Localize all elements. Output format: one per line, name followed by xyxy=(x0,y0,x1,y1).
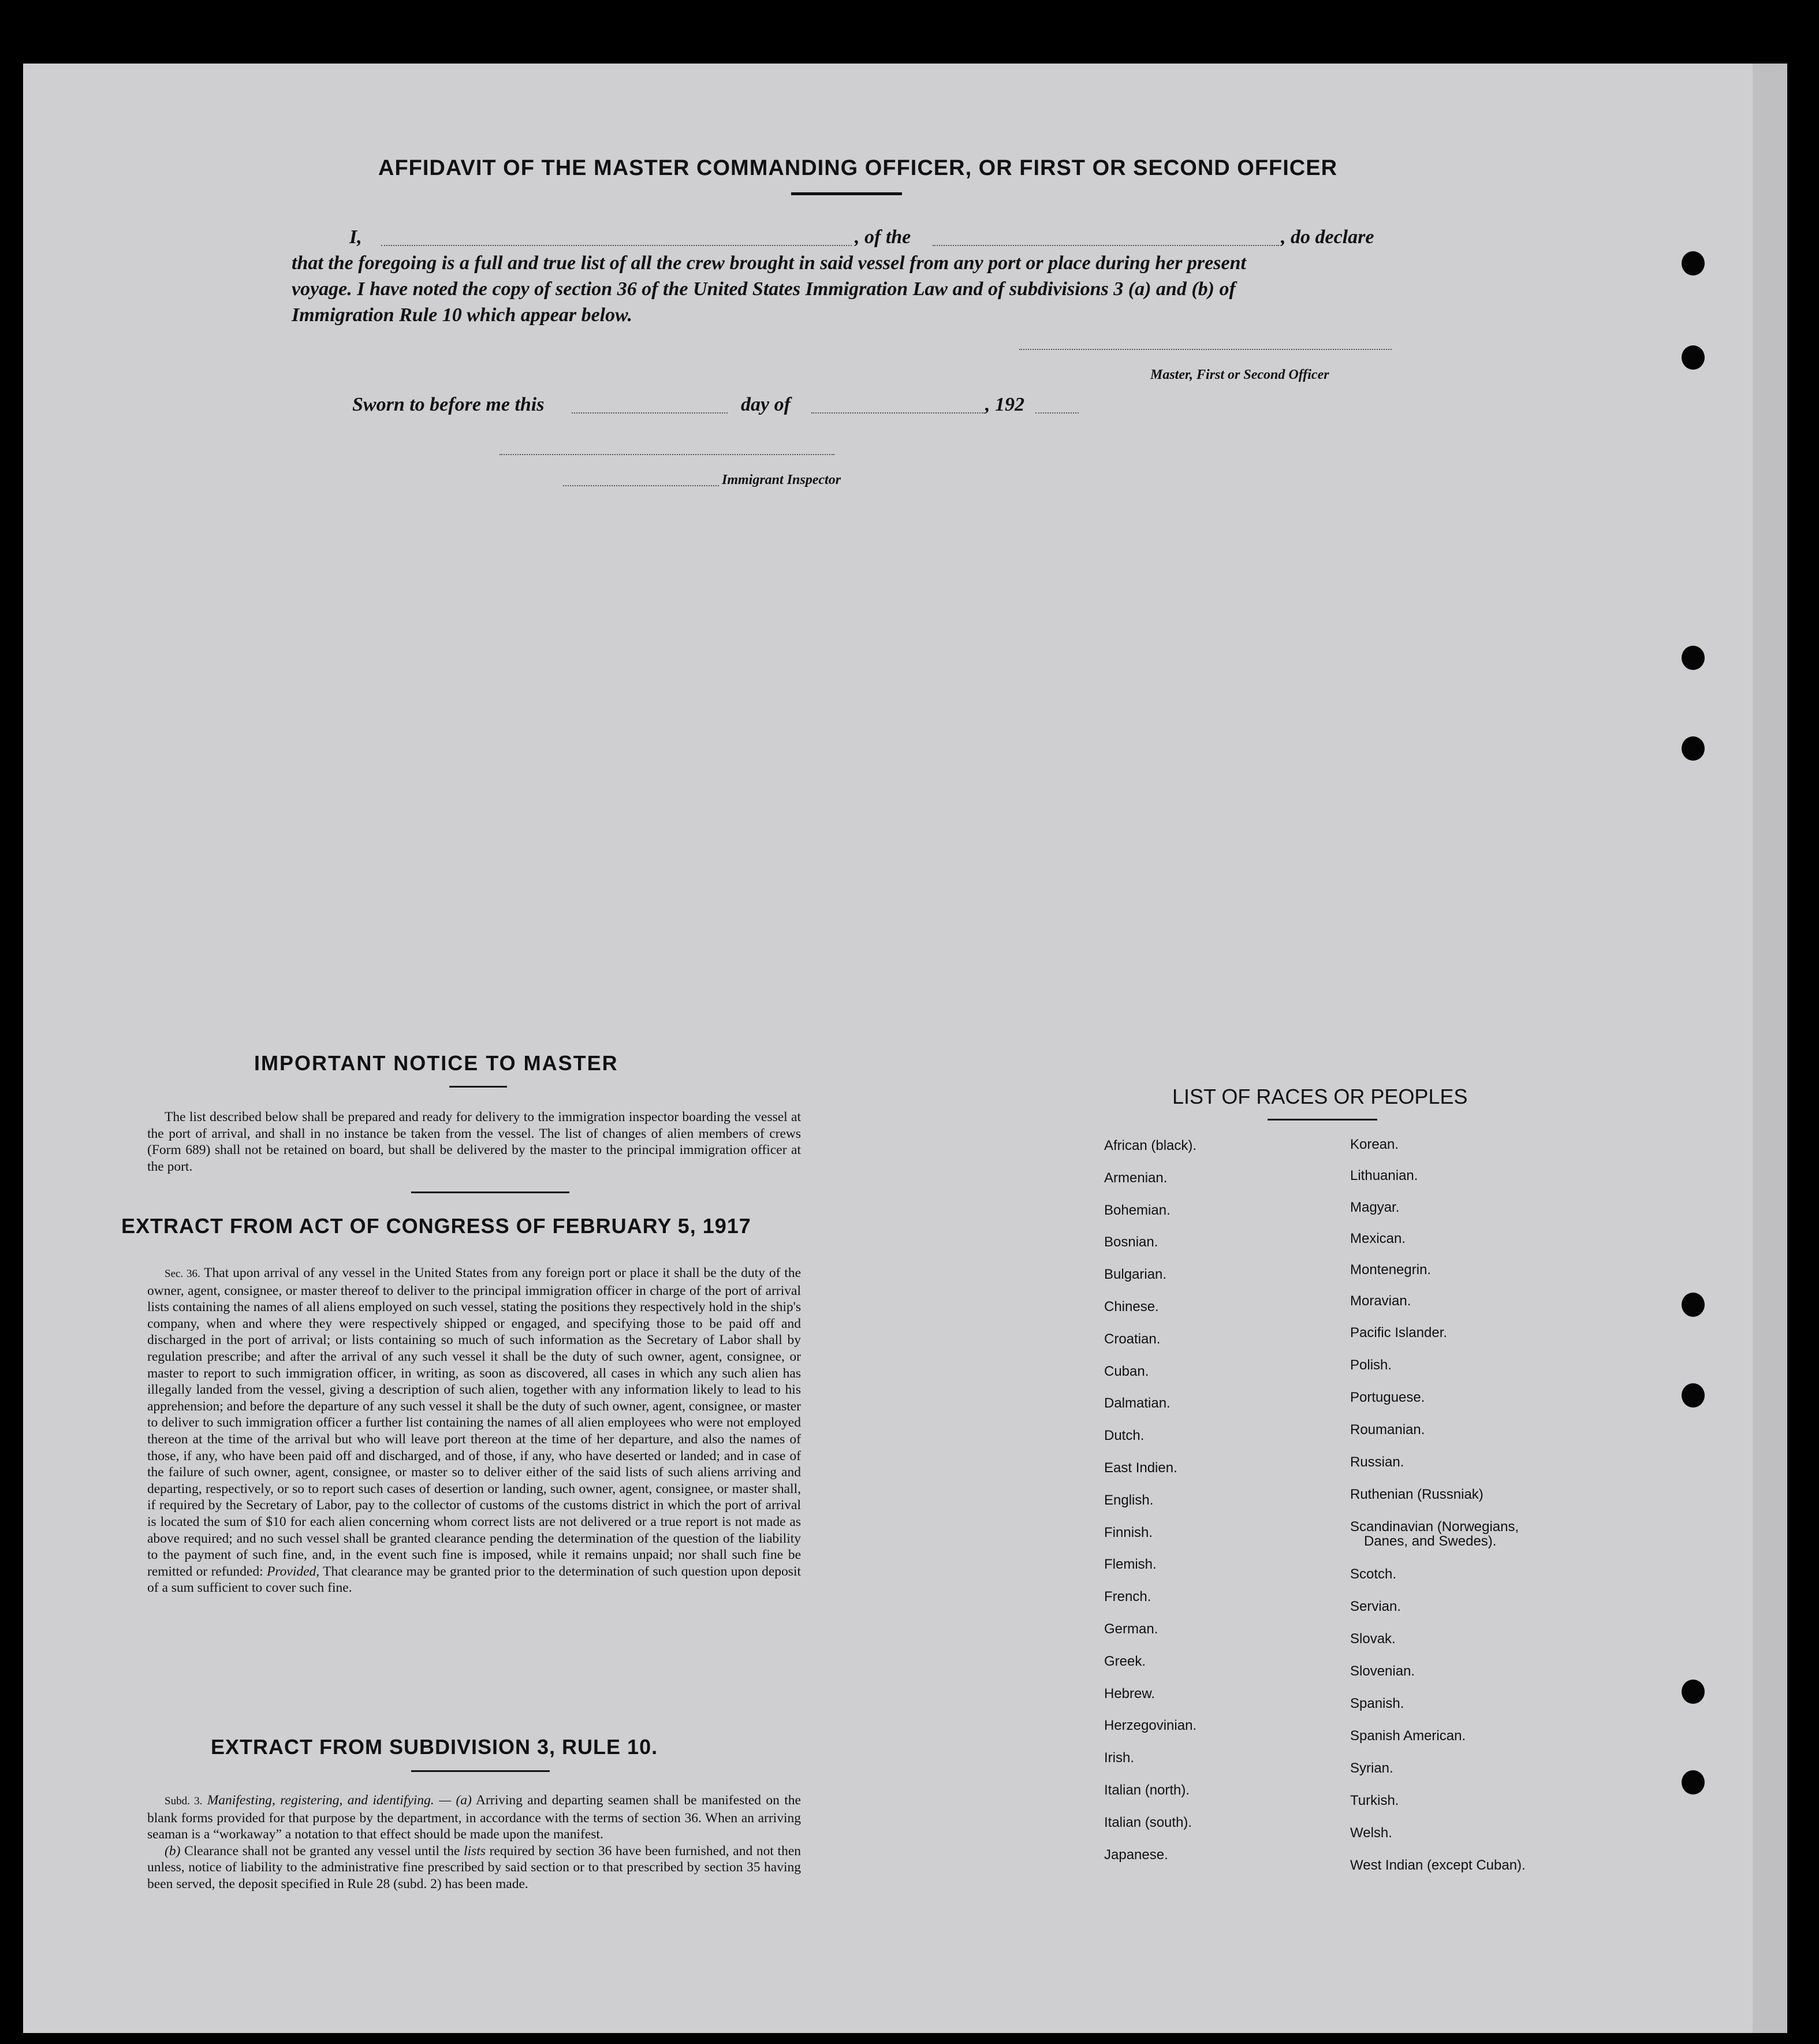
race-item: Armenian. xyxy=(1104,1170,1168,1186)
rule-paragraph-b xyxy=(147,1843,801,1893)
rule-b-lists: lists xyxy=(464,1843,486,1859)
master-signature-line[interactable] xyxy=(1019,349,1392,350)
race-item: Scotch. xyxy=(1350,1566,1397,1582)
affidavit-declare: , do declare xyxy=(1281,226,1374,248)
rule-b-label: (b) xyxy=(165,1843,181,1859)
race-item: Italian (south). xyxy=(1104,1815,1192,1830)
act-text xyxy=(147,1265,801,1596)
race-item: Spanish American. xyxy=(1350,1728,1466,1744)
race-item: English. xyxy=(1104,1492,1154,1508)
notice-paragraph: The list described below shall be prepared and ready for delivery to the immigration inspector boarding the vessel at the port of arrival, and shall in no instance be taken from the vessel. The list of changes of alien members of crews (Form 689) shall not be retained on board, but shall be delivered by the master to the principal immigration officer at the port. xyxy=(147,1110,801,1174)
race-item: Lithuanian. xyxy=(1350,1168,1418,1183)
act-paragraph xyxy=(147,1265,801,1596)
race-item: Chinese. xyxy=(1104,1299,1159,1315)
binder-hole xyxy=(1682,736,1705,761)
race-item: East Indien. xyxy=(1104,1460,1177,1476)
affidavit-line-3: voyage. I have noted the copy of section 36 of the United States Immigration Law and of subdivisions 3 (a) and (b) of xyxy=(292,278,1236,300)
act-body-end: That clearance may be granted prior to the determination of such question upon deposit of a sum sufficient to cover such fine. xyxy=(147,1563,802,1596)
race-item: Montenegrin. xyxy=(1350,1262,1432,1278)
race-item: Bohemian. xyxy=(1104,1202,1171,1218)
master-signature-label: Master, First or Second Officer xyxy=(1150,367,1329,382)
race-item: Moravian. xyxy=(1350,1293,1411,1309)
rule-paragraph-a xyxy=(147,1792,801,1843)
race-item: Slovenian. xyxy=(1350,1663,1415,1679)
race-item: Portuguese. xyxy=(1350,1390,1425,1405)
notice-title: IMPORTANT NOTICE TO MASTER xyxy=(254,1051,618,1075)
name-blank[interactable] xyxy=(381,245,852,246)
act-provided: Provided, xyxy=(267,1563,320,1579)
races-underline xyxy=(1268,1119,1377,1120)
rule-title: EXTRACT FROM SUBDIVISION 3, RULE 10. xyxy=(211,1735,658,1759)
binder-hole xyxy=(1682,251,1705,275)
rule-b-text-1: Clearance shall not be granted any vessel until the xyxy=(184,1843,460,1859)
race-item: Croatian. xyxy=(1104,1331,1161,1347)
rule-subd-label: Subd. 3. xyxy=(165,1795,203,1807)
year-text: , 192 xyxy=(985,394,1024,415)
notice-text xyxy=(147,1109,801,1175)
binder-hole xyxy=(1682,345,1705,370)
binder-hole xyxy=(1682,1293,1705,1317)
race-item: Dalmatian. xyxy=(1104,1395,1171,1411)
race-item: Finnish. xyxy=(1104,1525,1153,1540)
race-item: Bulgarian. xyxy=(1104,1267,1167,1282)
race-item: German. xyxy=(1104,1621,1158,1637)
race-item: Danes, and Swedes). xyxy=(1364,1533,1497,1549)
notice-underline xyxy=(449,1086,507,1088)
notice-divider xyxy=(411,1192,569,1193)
affidavit-line-4: Immigration Rule 10 which appear below. xyxy=(292,304,633,326)
race-item: Dutch. xyxy=(1104,1428,1145,1443)
race-item: Mexican. xyxy=(1350,1231,1406,1246)
month-blank[interactable] xyxy=(811,412,985,414)
day-blank[interactable] xyxy=(572,412,728,414)
sworn-text: Sworn to before me this xyxy=(352,394,545,415)
race-item: Magyar. xyxy=(1350,1200,1400,1215)
year-blank[interactable] xyxy=(1035,412,1079,414)
race-item: Greek. xyxy=(1104,1654,1146,1669)
affidavit-line-2: that the foregoing is a full and true list of all the crew brought in said vessel from any port or place during her present xyxy=(292,252,1246,274)
race-item: Japanese. xyxy=(1104,1847,1168,1863)
act-body: That upon arrival of any vessel in the United States from any foreign port or place it shall be the duty of the owner, agent, consignee, or master thereof to deliver to the principal immigration officer in charge of the port of arrival lists containing the names of all aliens employed on such vessel, stating the positions they respectively hold in the ship's company, when and where they were respectively shipped or engaged, and specifying those to be paid off and discharged in the port of arrival; or lists containing so much of such information as the Secretary of Labor shall by regulation prescribe; and after the arrival of any such vessel it shall be the duty of such owner, agent, consignee, or master to report to such immigration officer, in writing, as soon as discovered, all cases in which any such alien has illegally landed from the vessel, giving a description of such alien, together with any information likely to lead to his apprehension; and before the departure of any such vessel it shall be the duty of such owner, agent, consignee, or master to deliver to such immigration officer a further list containing the names of all alien employees who were not employed thereon at the time of the arrival but who will leave port thereon at the time of her departure, and also the names of those, if any, who have been paid off and discharged, and of those, if any, who have deserted or landed; and in case of the failure of such owner, agent, consignee, or master so to deliver either of the said lists of such aliens arriving and departing, respectively, or so to report such cases of desertion or landing, such owner, agent, consignee, or master shall, if required by the Secretary of Labor, pay to the collector of customs of the customs district in which the port of arrival is located the sum of $10 for each alien concerning whom correct lists are not delivered or a true report is not made as above required; and no such vessel shall be granted clearance pending the determination of the question of the liability to the payment of such fine, and, in the event such fine is imposed, while it remains unpaid; nor shall such fine be remitted or refunded: xyxy=(147,1265,801,1579)
race-item: Ruthenian (Russniak) xyxy=(1350,1487,1483,1502)
title-underline xyxy=(791,192,902,195)
act-sec-label: Sec. 36. xyxy=(165,1268,200,1280)
rule-a-text: Arriving and departing seamen shall be manifested on the blank forms provided for that purpose by the department, in accordance with the terms of section 36. When an arriving seaman is a “workaway” a notation to that effect should be made upon the manifest. xyxy=(147,1793,801,1842)
race-item: Irish. xyxy=(1104,1750,1135,1766)
vessel-blank[interactable] xyxy=(933,245,1279,246)
race-item: Italian (north). xyxy=(1104,1782,1190,1798)
rule-text xyxy=(147,1792,801,1893)
day-of-text: day of xyxy=(741,394,791,415)
race-item: Slovak. xyxy=(1350,1631,1396,1647)
race-item: Polish. xyxy=(1350,1357,1392,1373)
race-item: Servian. xyxy=(1350,1599,1401,1614)
rule-a-label: — (a) xyxy=(439,1793,472,1808)
act-title: EXTRACT FROM ACT OF CONGRESS OF FEBRUARY 5, 1917 xyxy=(121,1214,751,1238)
race-item: Roumanian. xyxy=(1350,1422,1425,1438)
inspector-label: Immigrant Inspector xyxy=(722,472,841,487)
race-item: Pacific Islander. xyxy=(1350,1325,1448,1341)
binder-hole xyxy=(1682,646,1705,670)
page-edge xyxy=(1753,64,1787,2033)
rule-heading: Manifesting, registering, and identifying. xyxy=(207,1793,434,1808)
rule-b-text-2: required by section 36 have been furnished, and not then unless, notice of liability to the administrative fine prescribed by said section or to that prescribed by section 35 having been served, the deposit specified in Rule 28 (subd. 2) has been made. xyxy=(147,1843,802,1892)
inspector-signature-line[interactable] xyxy=(500,454,834,455)
race-item: Flemish. xyxy=(1104,1557,1157,1572)
race-item: Bosnian. xyxy=(1104,1234,1158,1250)
race-item: Russian. xyxy=(1350,1454,1404,1470)
race-item: Syrian. xyxy=(1350,1760,1393,1776)
binder-hole xyxy=(1682,1383,1705,1408)
race-item: Spanish. xyxy=(1350,1696,1404,1711)
race-item: Herzegovinian. xyxy=(1104,1718,1197,1733)
race-item: West Indian (except Cuban). xyxy=(1350,1857,1526,1873)
rule-underline xyxy=(411,1770,550,1772)
affidavit-of-the: , of the xyxy=(855,226,911,248)
binder-hole xyxy=(1682,1770,1705,1794)
binder-hole xyxy=(1682,1680,1705,1704)
race-item: Welsh. xyxy=(1350,1825,1392,1841)
races-title: LIST OF RACES OR PEOPLES xyxy=(1172,1085,1468,1108)
affidavit-i: I, xyxy=(349,226,362,248)
race-item: Scandinavian (Norwegians, xyxy=(1350,1519,1519,1535)
race-item: African (black). xyxy=(1104,1138,1197,1153)
race-item: Turkish. xyxy=(1350,1793,1399,1808)
race-item: Korean. xyxy=(1350,1137,1399,1152)
race-item: Cuban. xyxy=(1104,1364,1149,1379)
inspector-line-short[interactable] xyxy=(563,485,719,486)
race-item: French. xyxy=(1104,1589,1151,1604)
race-item: Hebrew. xyxy=(1104,1686,1155,1702)
affidavit-title: AFFIDAVIT OF THE MASTER COMMANDING OFFICER, OR FIRST OR SECOND OFFICER xyxy=(378,156,1338,180)
